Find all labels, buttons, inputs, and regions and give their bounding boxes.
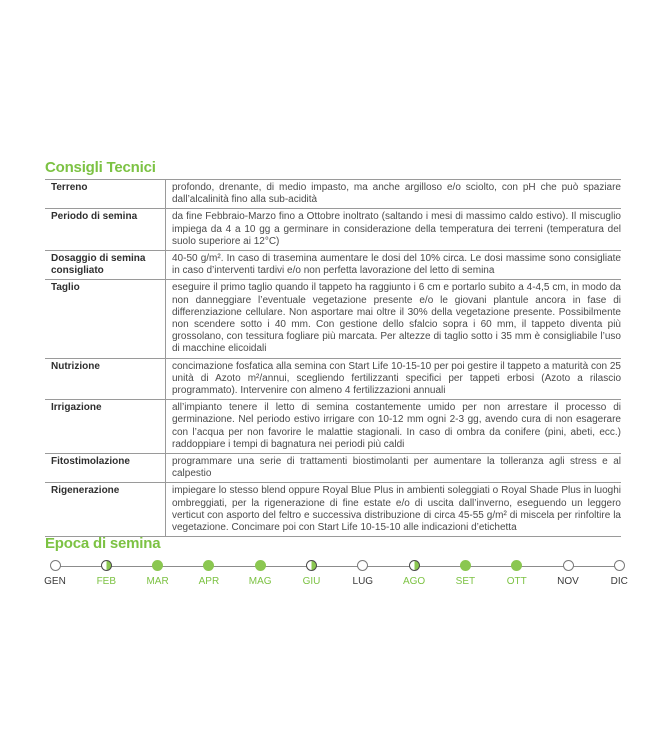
month-ott bbox=[497, 559, 537, 587]
row-content: profondo, drenante, di medio impasto, ma anche argilloso e/o sciolto, con pH che può spaziare dall’alcalinità fino alla sub-acidità bbox=[165, 180, 621, 208]
month-giu bbox=[292, 559, 332, 587]
row-label: Taglio bbox=[51, 282, 80, 294]
month-dot-half bbox=[101, 560, 112, 571]
month-mag bbox=[240, 559, 280, 587]
month-dot-empty bbox=[614, 560, 625, 571]
month-gen bbox=[35, 559, 75, 587]
tech-advice-table bbox=[45, 179, 621, 537]
sowing-timeline bbox=[40, 559, 630, 599]
row-content: all’impianto tenere il letto di semina costantemente umido per non arrestare il processo di germinazione. Nel periodo estivo irrigare con 10-12 mm ogni 2-3 gg, avendo cura di non esagerare con l’acqua per non favorire le malattie stagionali. In caso di ombra da conifere (pini, abeti, ecc.) raddoppiare i tempi di bagnatura nei periodi più caldi bbox=[165, 400, 621, 453]
month-dot-full bbox=[255, 560, 266, 571]
month-dot-empty bbox=[563, 560, 574, 571]
month-label: GEN bbox=[44, 576, 66, 587]
table-row bbox=[45, 400, 621, 454]
sowing-period-title: Epoca di semina bbox=[45, 535, 161, 552]
row-label: Dosaggio di semina consigliato bbox=[51, 253, 146, 277]
row-label: Rigenerazione bbox=[51, 485, 120, 497]
month-set bbox=[445, 559, 485, 587]
month-dot-empty bbox=[357, 560, 368, 571]
tech-advice-title: Consigli Tecnici bbox=[45, 159, 156, 176]
month-dot-empty bbox=[50, 560, 61, 571]
month-label: DIC bbox=[610, 576, 628, 587]
row-content: concimazione fosfatica alla semina con Start Life 10-15-10 per poi gestire il tappeto a maturità con 25 unità di Azoto m²/annui, scegliendo fertilizzanti specifici per tappeti erbosi (Azoto a rilascio programmato). Intervenire con almeno 4 fertilizzazioni annuali bbox=[165, 359, 621, 400]
row-label: Irrigazione bbox=[51, 402, 102, 414]
month-feb bbox=[86, 559, 126, 587]
month-dot-full bbox=[511, 560, 522, 571]
table-row bbox=[45, 483, 621, 537]
table-row bbox=[45, 359, 621, 401]
month-label: FEB bbox=[96, 576, 117, 587]
month-label: GIU bbox=[302, 576, 321, 587]
month-label: MAR bbox=[146, 576, 169, 587]
month-label: NOV bbox=[557, 576, 579, 587]
table-row bbox=[45, 454, 621, 483]
table-row bbox=[45, 251, 621, 280]
table-row bbox=[45, 209, 621, 251]
row-content: da fine Febbraio-Marzo fino a Ottobre inoltrato (saltando i mesi di massimo caldo estivo). Il miscuglio impiega da 4 a 10 gg a germinare in considerazione della temperatura dei terreni (temperatura del suolo superiore ai 12°C) bbox=[165, 209, 621, 250]
row-label: Terreno bbox=[51, 182, 88, 193]
month-lug bbox=[343, 559, 383, 587]
month-dot-full bbox=[152, 560, 163, 571]
month-mar bbox=[138, 559, 178, 587]
month-label: LUG bbox=[352, 576, 374, 587]
row-label: Nutrizione bbox=[51, 360, 100, 372]
table-row bbox=[45, 180, 621, 209]
month-dot-full bbox=[460, 560, 471, 571]
month-nov bbox=[548, 559, 588, 587]
month-ago bbox=[394, 559, 434, 587]
row-content: programmare una serie di trattamenti biostimolanti per aumentare la tolleranza agli stress e al calpestio bbox=[165, 454, 621, 482]
row-label: Periodo di semina bbox=[51, 211, 138, 223]
row-content: impiegare lo stesso blend oppure Royal Blue Plus in ambienti soleggiati o Royal Shade Plus in luoghi ombreggiati, per la rigenerazione di fine estate e/o di uscita dall’inverno, eseguendo un leggero verticut con asporto del feltro e successiva distribuzione di circa 45-55 g/m² di miscela per rinfoltire la vegetazione. Concimare poi con Start Life 10-15-10 alle indicazioni d’etichetta bbox=[165, 483, 621, 536]
row-content: eseguire il primo taglio quando il tappeto ha raggiunto i 6 cm e portarlo subito a 4-4,5 cm, in modo da non danneggiare l’eventuale vegetazione presente e/o le giovani plantule ancora in fase di differenziazione cellulare. Non asportare mai oltre il 30% della vegetazione presente. Possibilmente non scendere sotto i 40 mm. Con gestione dello sfalcio sopra i 60 mm, il tappeto diventa più grossolano, con tessitura fogliare più marcata. Per altezze di taglio sotto i 35 mm è consigliabile l’uso di macchine elicoidali bbox=[165, 280, 621, 357]
month-dic bbox=[599, 559, 639, 587]
month-apr bbox=[189, 559, 229, 587]
month-label: OTT bbox=[506, 576, 527, 587]
table-row bbox=[45, 280, 621, 358]
month-dot-half bbox=[306, 560, 317, 571]
month-label: SET bbox=[455, 576, 476, 587]
month-label: APR bbox=[198, 576, 220, 587]
row-label: Fitostimolazione bbox=[51, 456, 130, 468]
row-content: 40-50 g/m². In caso di trasemina aumentare le dosi del 10% circa. Le dosi massime sono consigliate in caso d’interventi tardivi e/o non perfetta lavorazione del letto di semina bbox=[165, 251, 621, 279]
month-dot-full bbox=[203, 560, 214, 571]
month-dot-half bbox=[409, 560, 420, 571]
month-label: AGO bbox=[402, 576, 426, 587]
month-label: MAG bbox=[248, 576, 272, 587]
